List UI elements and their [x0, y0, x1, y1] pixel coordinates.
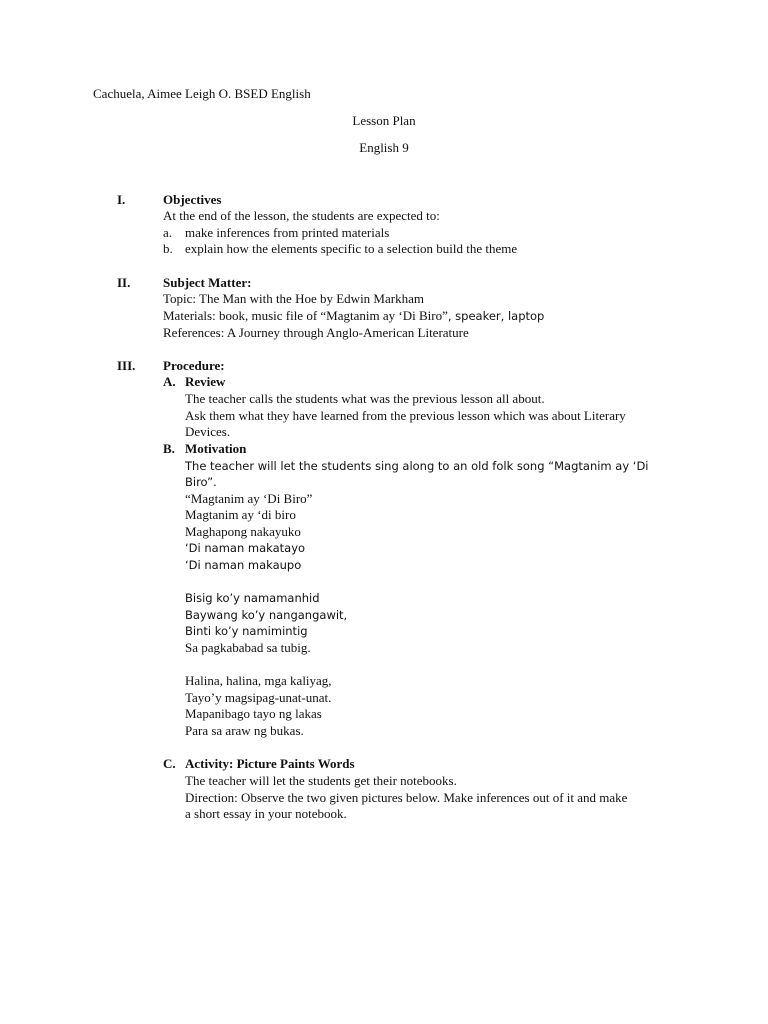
- document-subtitle: English 9: [359, 140, 409, 155]
- review-marker: A.: [163, 374, 176, 389]
- song-line: Halina, halina, mga kaliyag,: [185, 673, 332, 688]
- section-numeral-procedure: III.: [117, 358, 136, 373]
- materials-text: Materials: book, music file of “Magtanim ay ‘Di Biro”: [163, 308, 448, 323]
- activity-line: The teacher will let the students get their notebooks.: [185, 773, 457, 788]
- section-numeral-objectives: I.: [117, 192, 126, 207]
- song-title: “Magtanim ay ‘Di Biro”: [185, 491, 313, 506]
- section-numeral-subject-matter: II.: [117, 275, 131, 290]
- motivation-marker: B.: [163, 441, 175, 456]
- activity-marker: C.: [163, 756, 176, 771]
- procedure-heading: Procedure:: [163, 358, 225, 373]
- objective-item-a: make inferences from printed materials: [185, 225, 390, 240]
- motivation-line: Biro”.: [185, 475, 217, 489]
- objectives-intro: At the end of the lesson, the students are expected to:: [163, 208, 440, 223]
- song-line: Binti ko’y namimintig: [185, 624, 308, 639]
- objective-marker-a: a.: [163, 225, 173, 240]
- song-line: Bisig ko’y namamanhid: [185, 591, 320, 605]
- materials-text-continued: , speaker, laptop: [447, 309, 545, 323]
- song-line: Para sa araw ng bukas.: [185, 722, 304, 738]
- song-line: Magtanim ay ‘di biro: [185, 507, 296, 522]
- subject-references: References: A Journey through Anglo-American Literature: [163, 325, 469, 340]
- subject-matter-heading: Subject Matter:: [163, 275, 252, 290]
- activity-line: Direction: Observe the two given pictures below. Make inferences out of it and make: [185, 790, 628, 805]
- song-line: Maghapong nakayuko: [185, 523, 301, 539]
- review-line: The teacher calls the students what was the previous lesson all about.: [185, 391, 545, 406]
- song-line: ‘Di naman makatayo: [185, 541, 306, 556]
- review-heading: Review: [185, 374, 226, 389]
- song-stanza: [185, 673, 332, 739]
- author-line: Cachuela, Aimee Leigh O. BSED English: [93, 86, 311, 101]
- objective-item-b: explain how the elements specific to a selection build the theme: [185, 241, 518, 256]
- document-title: Lesson Plan: [352, 113, 416, 128]
- song-stanza: [185, 590, 347, 656]
- song-line: Baywang ko’y nangangawit,: [185, 607, 348, 622]
- song-line: Tayo’y magsipag-unat-unat.: [185, 689, 332, 705]
- song-line: ‘Di naman makaupo: [185, 557, 302, 572]
- song-line: Mapanibago tayo ng lakas: [185, 706, 322, 722]
- objective-marker-b: b.: [163, 241, 173, 256]
- review-line: Devices.: [185, 424, 231, 439]
- motivation-line: The teacher will let the students sing along to an old folk song “Magtanim ay ‘Di: [185, 459, 649, 473]
- motivation-heading: Motivation: [185, 441, 247, 456]
- song-stanza: [185, 507, 305, 573]
- activity-heading: Activity: Picture Paints Words: [185, 756, 355, 771]
- song-line: Sa pagkababad sa tubig.: [185, 639, 311, 655]
- review-line: Ask them what they have learned from the previous lesson which was about Literary: [185, 408, 626, 423]
- objectives-heading: Objectives: [163, 192, 222, 207]
- activity-line: a short essay in your notebook.: [185, 806, 347, 821]
- subject-materials: [163, 308, 544, 324]
- subject-topic: Topic: The Man with the Hoe by Edwin Markham: [163, 291, 424, 306]
